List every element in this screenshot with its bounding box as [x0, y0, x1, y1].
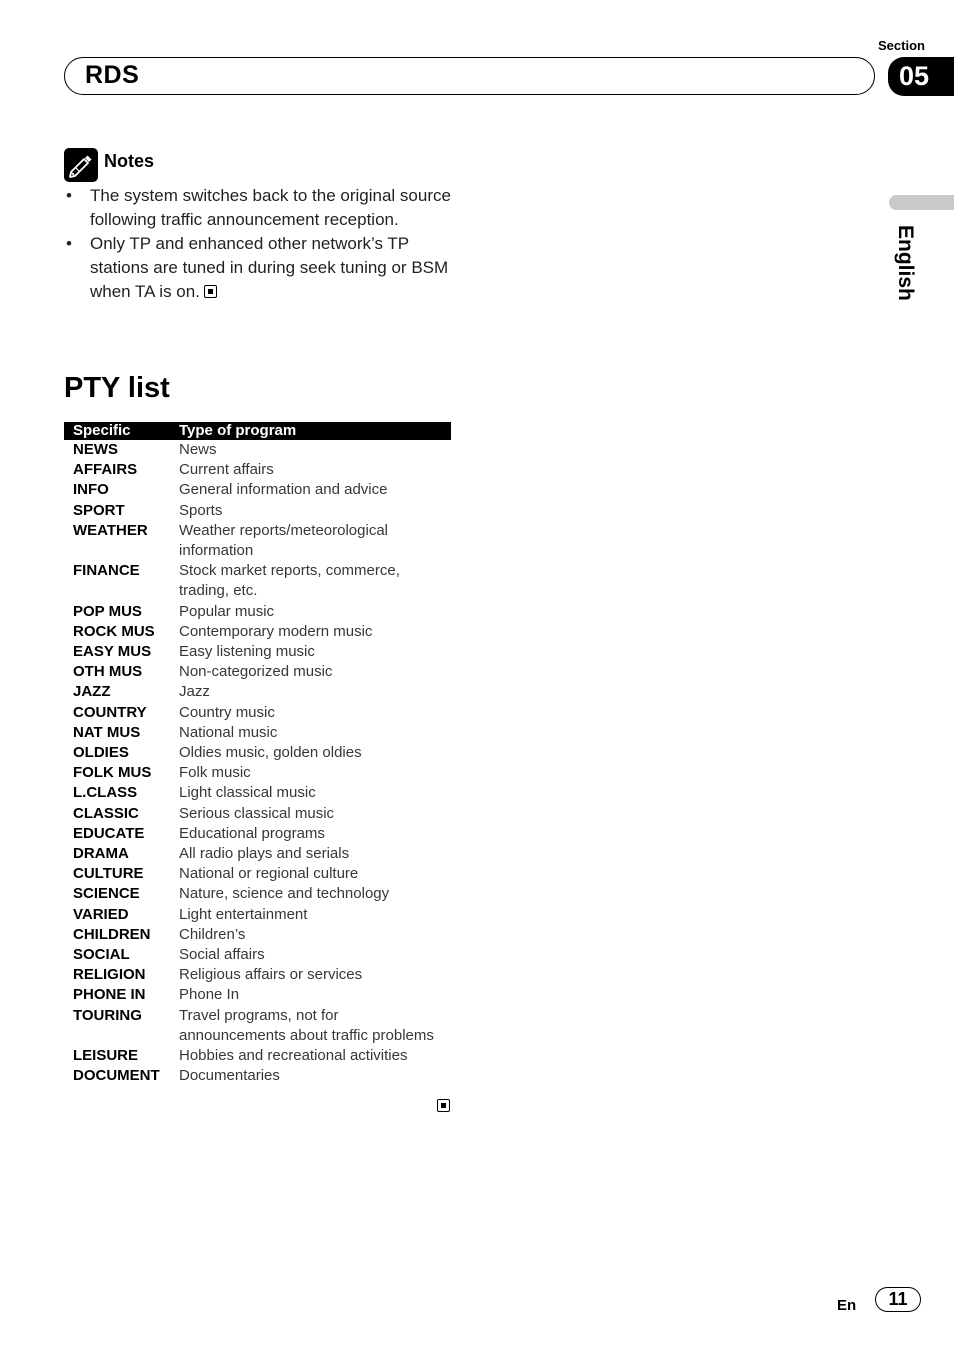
pty-description: Nature, science and technology	[179, 885, 390, 903]
pty-code: NEWS	[73, 441, 118, 458]
bullet: •	[66, 234, 72, 253]
section-number-badge: 05	[888, 57, 954, 96]
table-row	[64, 844, 451, 864]
pty-description: National or regional culture	[179, 865, 359, 883]
pty-description: Stock market reports, commerce, trading, etc.	[179, 562, 400, 600]
pty-code: WEATHER	[73, 521, 148, 539]
table-row	[64, 1066, 451, 1086]
table-row	[64, 642, 451, 662]
table-row	[64, 824, 451, 844]
pty-code: EASY MUS	[73, 643, 152, 661]
pty-description: All radio plays and serials	[179, 845, 350, 863]
table-row	[64, 440, 451, 460]
pty-code: NAT MUS	[73, 723, 141, 741]
pty-description: Current affairs	[179, 461, 274, 479]
notes-title: Notes	[104, 151, 155, 171]
pencil-note-icon	[64, 148, 98, 182]
end-of-section-icon	[437, 1099, 450, 1112]
table-row	[64, 985, 451, 1005]
pty-description: National music	[179, 723, 278, 741]
pty-code: INFO	[73, 481, 109, 499]
pty-code: EDUCATE	[73, 824, 145, 842]
end-of-section-icon	[204, 285, 217, 298]
pty-description: Religious affairs or services	[179, 966, 363, 984]
note-text: The system switches back to the original source following traffic announcement reception.	[90, 186, 451, 229]
notes-list	[64, 184, 454, 304]
pty-description: Travel programs, not for announcements about traffic problems	[179, 1006, 434, 1044]
pty-description: Easy listening music	[179, 643, 315, 661]
note-item	[64, 184, 454, 232]
pty-code: POP MUS	[73, 602, 142, 620]
table-row	[64, 1006, 451, 1046]
pty-code: LEISURE	[73, 1047, 139, 1065]
table-row	[64, 965, 451, 985]
table-row	[64, 1046, 451, 1066]
pty-description: General information and advice	[179, 481, 388, 499]
table-header-row	[64, 422, 451, 440]
pty-description: News	[179, 441, 217, 458]
table-row	[64, 602, 451, 622]
pty-table-body	[64, 440, 451, 1087]
column-header-specific: Specific	[64, 422, 179, 440]
pty-description: Non-categorized music	[179, 663, 333, 681]
table-row	[64, 804, 451, 824]
table-row	[64, 884, 451, 904]
pty-table	[64, 422, 451, 1087]
pty-code: VARIED	[73, 905, 129, 923]
table-row	[64, 763, 451, 783]
pty-code: OLDIES	[73, 744, 129, 762]
table-row	[64, 925, 451, 945]
table-row	[64, 460, 451, 480]
pty-description: Oldies music, golden oldies	[179, 744, 362, 762]
pty-code: CLASSIC	[73, 804, 139, 822]
bullet: •	[66, 186, 72, 205]
pty-description: Contemporary modern music	[179, 622, 373, 640]
table-row	[64, 945, 451, 965]
pty-code: CHILDREN	[73, 925, 151, 943]
pty-code: FOLK MUS	[73, 764, 152, 782]
pty-code: TOURING	[73, 1006, 142, 1024]
pty-description: Educational programs	[179, 824, 325, 842]
table-row	[64, 864, 451, 884]
language-tab-bar	[889, 195, 954, 210]
table-row	[64, 703, 451, 723]
pty-description: Phone In	[179, 986, 240, 1004]
table-row	[64, 662, 451, 682]
pty-code: SCIENCE	[73, 885, 140, 903]
pty-code: ROCK MUS	[73, 622, 155, 640]
pty-description: Folk music	[179, 764, 251, 782]
pty-code: SOCIAL	[73, 946, 130, 964]
notes-heading	[64, 148, 154, 181]
pty-code: JAZZ	[73, 683, 111, 701]
pty-code: RELIGION	[73, 966, 146, 984]
table-row	[64, 743, 451, 763]
table-row	[64, 561, 451, 601]
pty-description: Serious classical music	[179, 804, 335, 822]
pty-code: OTH MUS	[73, 663, 143, 681]
chapter-title: RDS	[85, 61, 140, 89]
pty-description: Country music	[179, 703, 275, 721]
pty-description: Documentaries	[179, 1067, 280, 1085]
pty-description: Light classical music	[179, 784, 316, 802]
footer-language-code: En	[837, 1297, 857, 1314]
table-row	[64, 723, 451, 743]
pty-list-heading: PTY list	[64, 372, 170, 404]
pty-description: Popular music	[179, 602, 275, 620]
pty-code: DRAMA	[73, 845, 129, 863]
page-number: 11	[875, 1287, 921, 1312]
section-label: Section	[878, 38, 925, 53]
table-row	[64, 905, 451, 925]
table-row	[64, 521, 451, 561]
pty-code: PHONE IN	[73, 986, 146, 1004]
pty-code: L.CLASS	[73, 784, 138, 802]
language-tab-label: English	[894, 225, 917, 301]
pty-code: DOCUMENT	[73, 1067, 160, 1085]
note-item	[64, 232, 454, 304]
pty-description: Social affairs	[179, 946, 265, 964]
note-text: Only TP and enhanced other network’s TP stations are tuned in during seek tuning or BSM when TA is on.	[90, 234, 449, 301]
table-row	[64, 783, 451, 803]
pty-code: FINANCE	[73, 562, 140, 580]
pty-code: COUNTRY	[73, 703, 147, 721]
chapter-header	[64, 57, 875, 95]
table-row	[64, 622, 451, 642]
pty-code: AFFAIRS	[73, 461, 138, 479]
column-header-type: Type of program	[179, 422, 451, 440]
pty-code: CULTURE	[73, 865, 144, 883]
pty-code: SPORT	[73, 501, 125, 519]
pty-description: Light entertainment	[179, 905, 308, 923]
pty-description: Children’s	[179, 925, 246, 943]
table-row	[64, 682, 451, 702]
pty-description: Sports	[179, 501, 223, 519]
pty-description: Jazz	[179, 683, 210, 701]
table-row	[64, 480, 451, 500]
pty-description: Hobbies and recreational activities	[179, 1047, 408, 1065]
table-row	[64, 501, 451, 521]
pty-description: Weather reports/meteorological information	[179, 521, 388, 560]
